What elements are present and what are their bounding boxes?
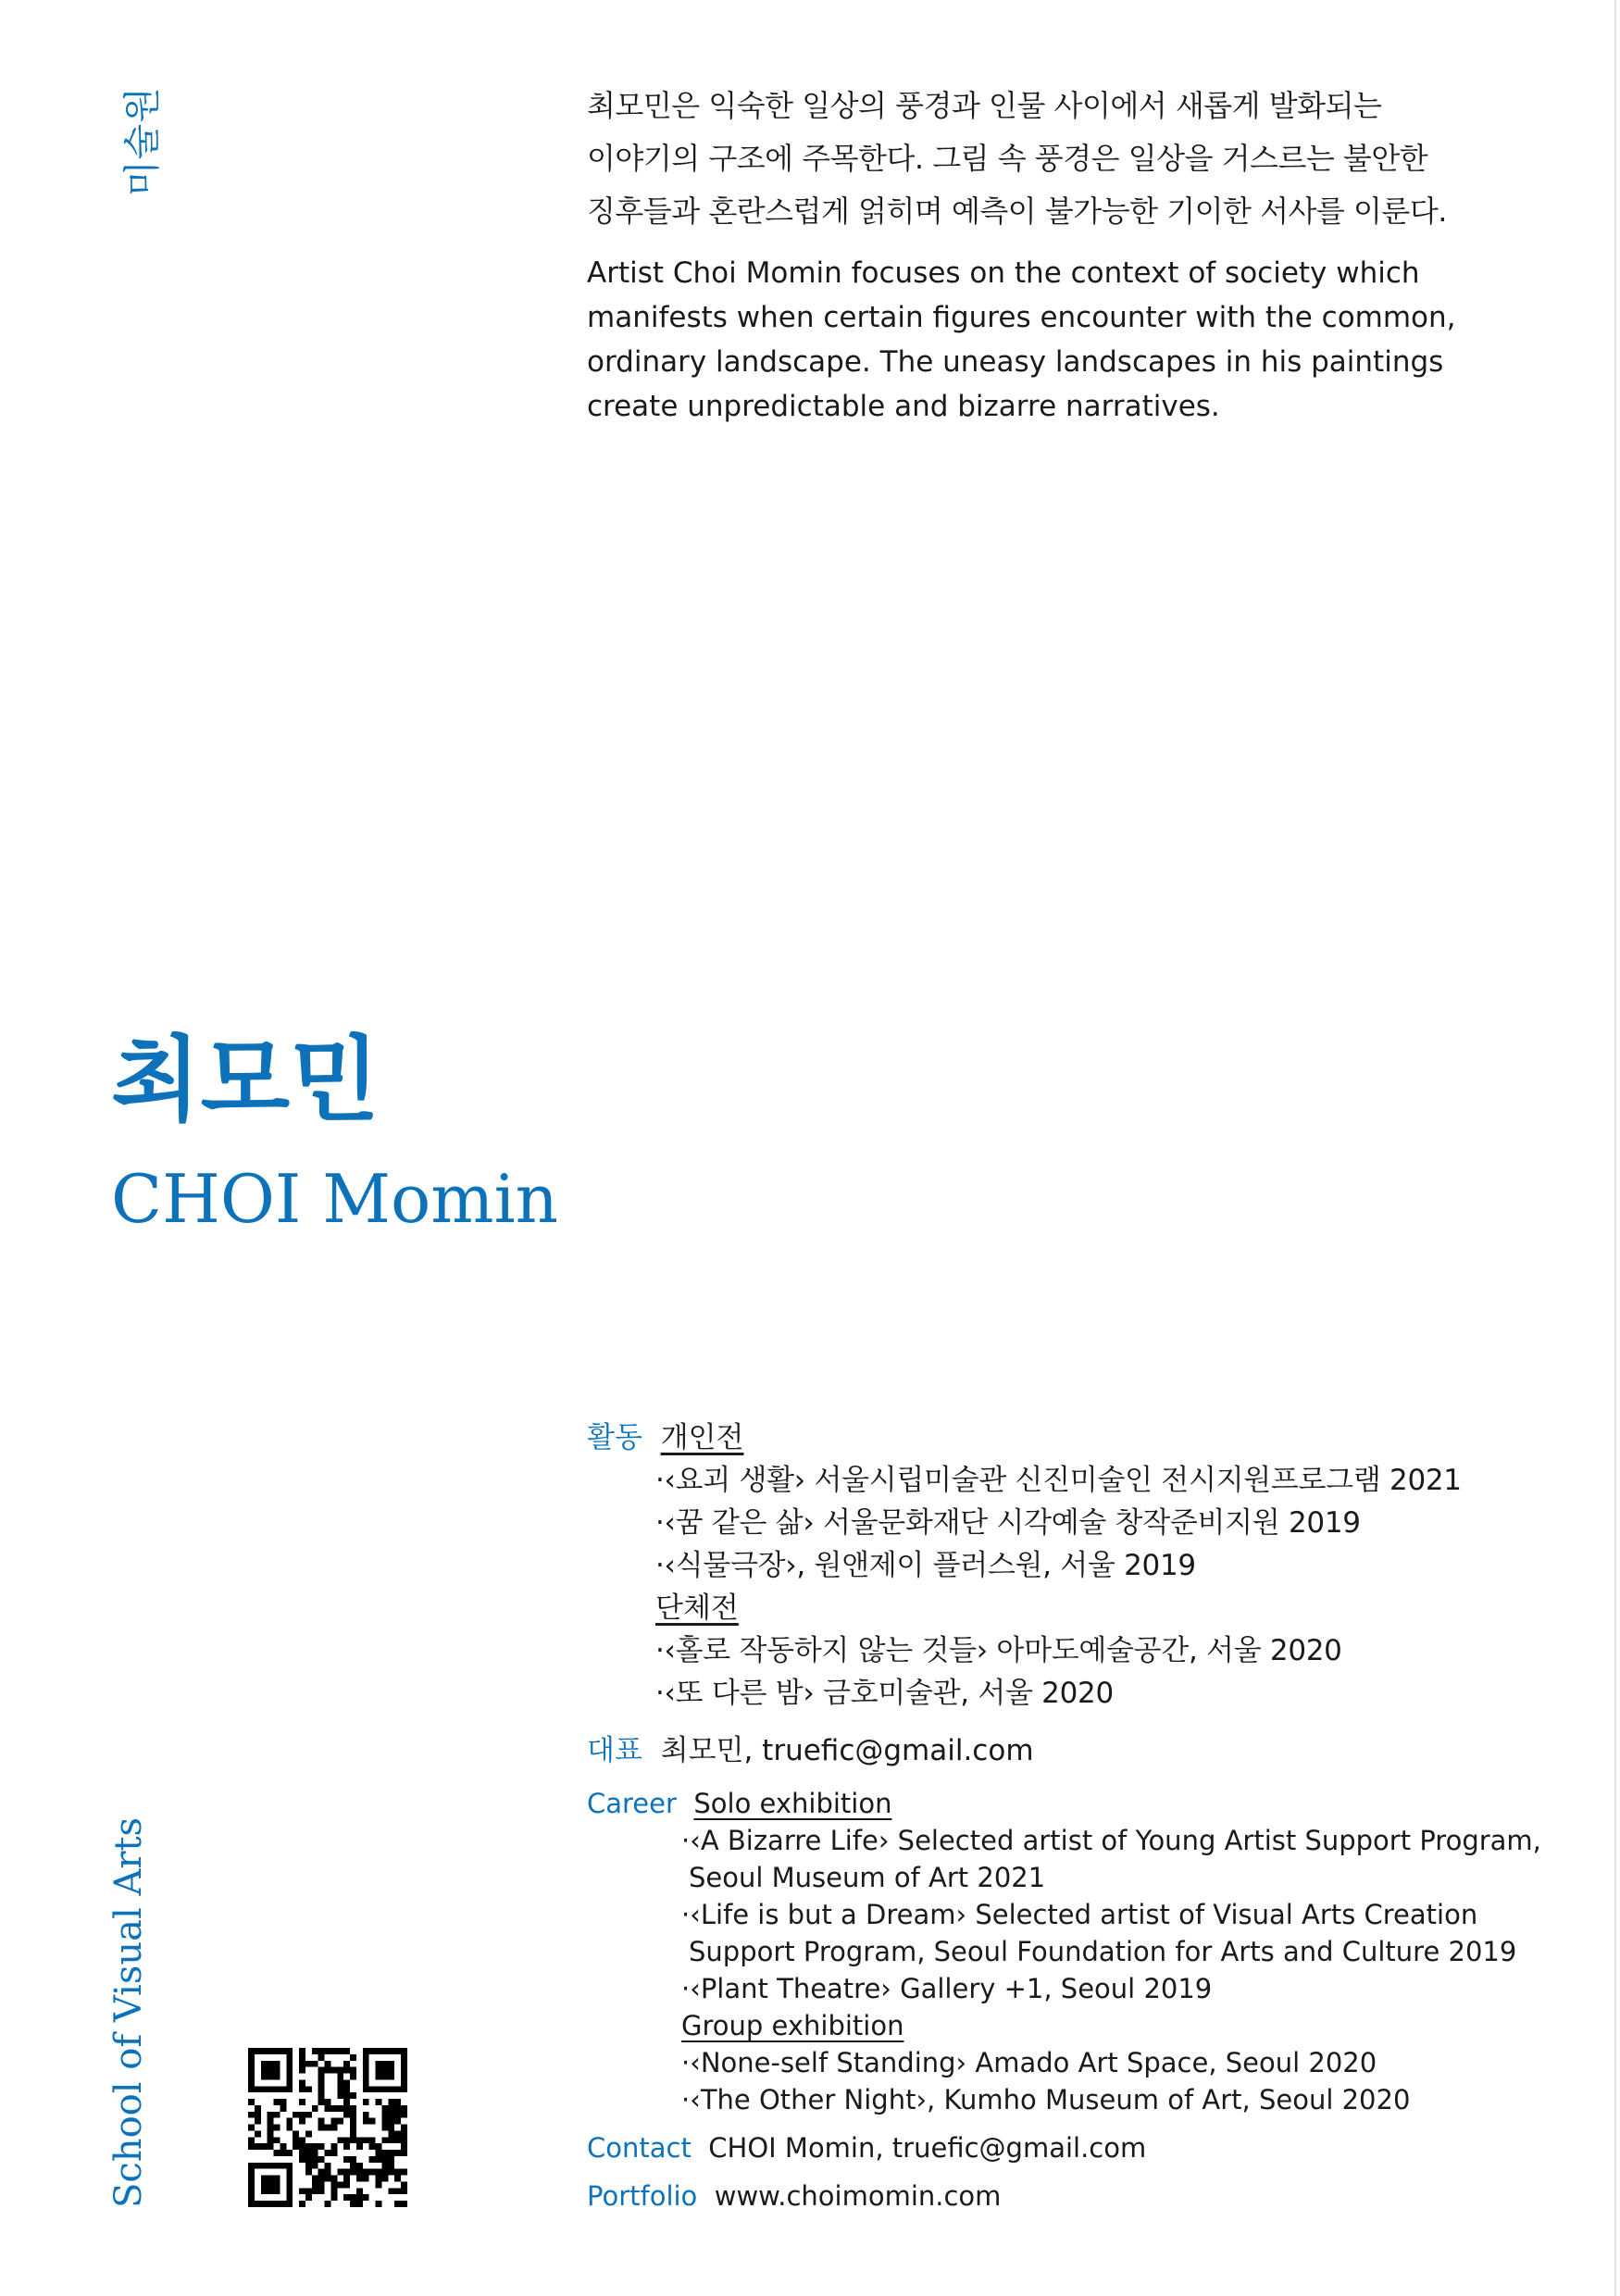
list-item-continuation: Support Program, Seoul Foundation for Arts and Culture 2019 bbox=[689, 1936, 1517, 1967]
list-item: ·‹A Bizarre Life› Selected artist of Young Artist Support Program, bbox=[681, 1825, 1541, 1856]
intro-en-line: Artist Choi Momin focuses on the context of society which bbox=[587, 256, 1420, 290]
career-header-row bbox=[587, 1785, 1541, 1822]
artist-name-english: CHOI Momin bbox=[111, 1160, 558, 1238]
intro-en-line: manifests when certain figures encounter with the common, bbox=[587, 301, 1456, 334]
solo-exhibition-heading-en: Solo exhibition bbox=[693, 1788, 892, 1819]
portfolio-row bbox=[587, 2177, 1001, 2215]
list-item: ·‹Life is but a Dream› Selected artist of Visual Arts Creation bbox=[681, 1899, 1478, 1930]
list-item: ·‹홀로 작동하지 않는 것들› 아마도예술공간, 서울 2020 bbox=[655, 1634, 1342, 1667]
list-item: ·‹None-self Standing› Amado Art Space, Seoul 2020 bbox=[681, 2047, 1377, 2078]
list-item: ·‹꿈 같은 삶› 서울문화재단 시각예술 창작준비지원 2019 bbox=[655, 1506, 1361, 1540]
intro-ko-line: 최모민은 익숙한 일상의 풍경과 인물 사이에서 새롭게 발화되는 bbox=[587, 88, 1382, 123]
list-item: ·‹The Other Night›, Kumho Museum of Art, Seoul 2020 bbox=[681, 2084, 1411, 2115]
page-edge-line bbox=[1614, 0, 1616, 2296]
intro-ko-line: 이야기의 구조에 주목한다. 그림 속 풍경은 일상을 거스르는 불안한 bbox=[587, 141, 1428, 176]
contact-value: CHOI Momin, truefic@gmail.com bbox=[708, 2132, 1147, 2164]
activity-label: 활동 bbox=[587, 1421, 642, 1454]
portfolio-link[interactable]: www.choimomin.com bbox=[714, 2180, 1002, 2212]
list-item: ·‹식물극장›, 원앤제이 플러스원, 서울 2019 bbox=[655, 1549, 1196, 1582]
representative-value: 최모민, truefic@gmail.com bbox=[660, 1734, 1034, 1767]
contact-label: Contact bbox=[587, 2132, 692, 2164]
qr-code-icon bbox=[248, 2048, 407, 2207]
intro-korean bbox=[587, 80, 1494, 238]
list-item-continuation: Seoul Museum of Art 2021 bbox=[689, 1862, 1046, 1893]
korean-representative-row bbox=[587, 1729, 1034, 1772]
career-label: Career bbox=[587, 1788, 677, 1819]
department-label: 미술원 bbox=[121, 86, 164, 196]
group-exhibition-heading-ko: 단체전 bbox=[655, 1591, 739, 1625]
korean-activity-section bbox=[587, 1416, 1462, 1715]
group-exhibition-heading-en: Group exhibition bbox=[681, 2010, 904, 2041]
representative-label: 대표 bbox=[587, 1734, 642, 1767]
intro-en-line: ordinary landscape. The uneasy landscapes in his paintings bbox=[587, 345, 1444, 379]
portfolio-label: Portfolio bbox=[587, 2180, 698, 2212]
list-item: ·‹Plant Theatre› Gallery +1, Seoul 2019 bbox=[681, 1973, 1213, 2004]
school-label: School of Visual Arts bbox=[107, 1816, 150, 2208]
english-career-section bbox=[587, 1785, 1541, 2118]
list-item: ·‹요괴 생활› 서울시립미술관 신진미술인 전시지원프로그램 2021 bbox=[655, 1464, 1462, 1497]
intro-ko-line: 징후들과 혼란스럽게 얽히며 예측이 불가능한 기이한 서사를 이룬다. bbox=[587, 193, 1447, 229]
solo-exhibition-heading-ko: 개인전 bbox=[660, 1421, 744, 1454]
activity-header-row bbox=[587, 1416, 1462, 1459]
contact-row bbox=[587, 2129, 1146, 2166]
artist-intro bbox=[587, 80, 1494, 429]
intro-en-line: create unpredictable and bizarre narratives. bbox=[587, 390, 1220, 423]
intro-english bbox=[587, 251, 1494, 429]
artist-name-korean: 최모민 bbox=[111, 1025, 380, 1134]
list-item: ·‹또 다른 밤› 금호미술관, 서울 2020 bbox=[655, 1677, 1114, 1710]
